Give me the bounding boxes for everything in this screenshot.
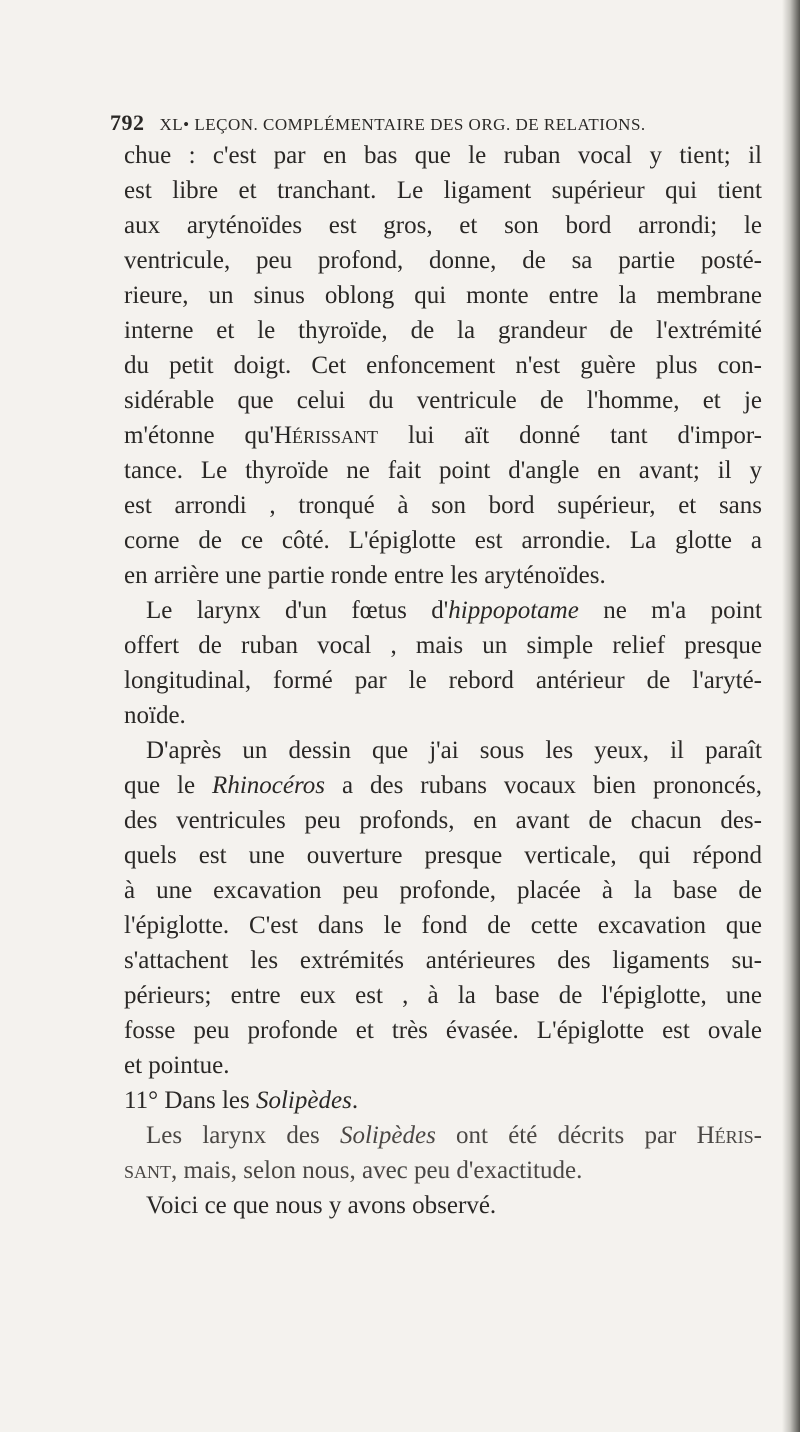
text-span: , mais, selon nous, avec peu d'exactitude. <box>171 1157 583 1184</box>
text-line <box>124 418 762 453</box>
running-header <box>110 110 730 136</box>
text-span: m'étonne qu' <box>124 422 274 449</box>
text-line: aux aryténoïdes est gros, et son bord arrondi; le <box>124 212 762 239</box>
text-line: en arrière une partie ronde entre les aryténoïdes. <box>124 562 606 589</box>
text-span: . <box>351 1087 359 1114</box>
species-name: Rhinocéros <box>212 772 325 799</box>
text-line: l'épiglotte. C'est dans le fond de cette excavation que <box>124 912 762 939</box>
text-span: ont été décrits par <box>435 1122 697 1149</box>
text-line: chue : c'est par en bas que le ruban vocal y tient; il <box>124 142 762 169</box>
section-title: Solipèdes <box>255 1087 352 1114</box>
section-heading <box>124 1083 762 1118</box>
text-span: Les larynx des <box>146 1122 340 1149</box>
text-line: périeurs; entre eux est , à la base de l'épiglotte, une <box>124 982 762 1009</box>
text-span: a des rubans vocaux bien prononcés, <box>325 772 762 799</box>
text-line: sidérable que celui du ventricule de l'homme, et je <box>124 387 762 414</box>
text-line: des ventricules peu profonds, en avant de chacun des- <box>124 807 762 834</box>
text-line: à une excavation peu profonde, placée à la base de <box>124 877 762 904</box>
text-line: interne et le thyroïde, de la grandeur de l'extrémité <box>124 317 762 344</box>
text-line: est arrondi , tronqué à son bord supérieur, et sans <box>124 492 762 519</box>
running-title: XL• LEÇON. COMPLÉMENTAIRE DES ORG. DE RELATIONS. <box>159 115 646 134</box>
text-line: fosse peu profonde et très évasée. L'épiglotte est ovale <box>124 1017 762 1044</box>
text-span: Dans les <box>158 1087 256 1114</box>
text-line: Voici ce que nous y avons observé. <box>146 1192 497 1219</box>
text-span: ne m'a point <box>578 597 762 624</box>
text-span: que le <box>124 772 213 799</box>
text-line <box>124 593 762 628</box>
page-edge-shadow <box>782 0 800 1432</box>
text-line: noïde. <box>124 702 186 729</box>
author-name: sant <box>124 1157 172 1184</box>
text-line <box>124 1118 762 1153</box>
text-line: rieure, un sinus oblong qui monte entre la membrane <box>124 282 762 309</box>
text-line: du petit doigt. Cet enfoncement n'est guère plus con- <box>124 352 762 379</box>
group-name: Solipèdes <box>339 1122 436 1149</box>
text-line: et pointue. <box>124 1052 230 1079</box>
author-name: Hérissant <box>273 422 379 449</box>
page-number: 792 <box>110 110 145 135</box>
species-name: hippopotame <box>448 597 579 624</box>
text-span: Le larynx d'un fœtus d' <box>146 597 449 624</box>
text-line: est libre et tranchant. Le ligament supérieur qui tient <box>124 177 762 204</box>
text-span: lui aït donné tant d'impor- <box>378 422 762 449</box>
text-line: corne de ce côté. L'épiglotte est arrondie. La glotte a <box>124 527 762 554</box>
text-line: tance. Le thyroïde ne fait point d'angle en avant; il y <box>124 457 762 484</box>
text-line: D'après un dessin que j'ai sous les yeux, il paraît <box>146 737 762 764</box>
section-number: 11° <box>124 1087 159 1114</box>
text-line <box>124 1153 762 1188</box>
text-line <box>124 768 762 803</box>
body-text <box>124 138 762 1223</box>
text-line: ventricule, peu profond, donne, de sa partie posté- <box>124 247 762 274</box>
author-name: Héris- <box>696 1122 762 1149</box>
text-line: s'attachent les extrémités antérieures des ligaments su- <box>124 947 762 974</box>
text-line: offert de ruban vocal , mais un simple relief presque <box>124 632 762 659</box>
text-line: longitudinal, formé par le rebord antérieur de l'aryté- <box>124 667 762 694</box>
text-line: quels est une ouverture presque verticale, qui répond <box>124 842 762 869</box>
